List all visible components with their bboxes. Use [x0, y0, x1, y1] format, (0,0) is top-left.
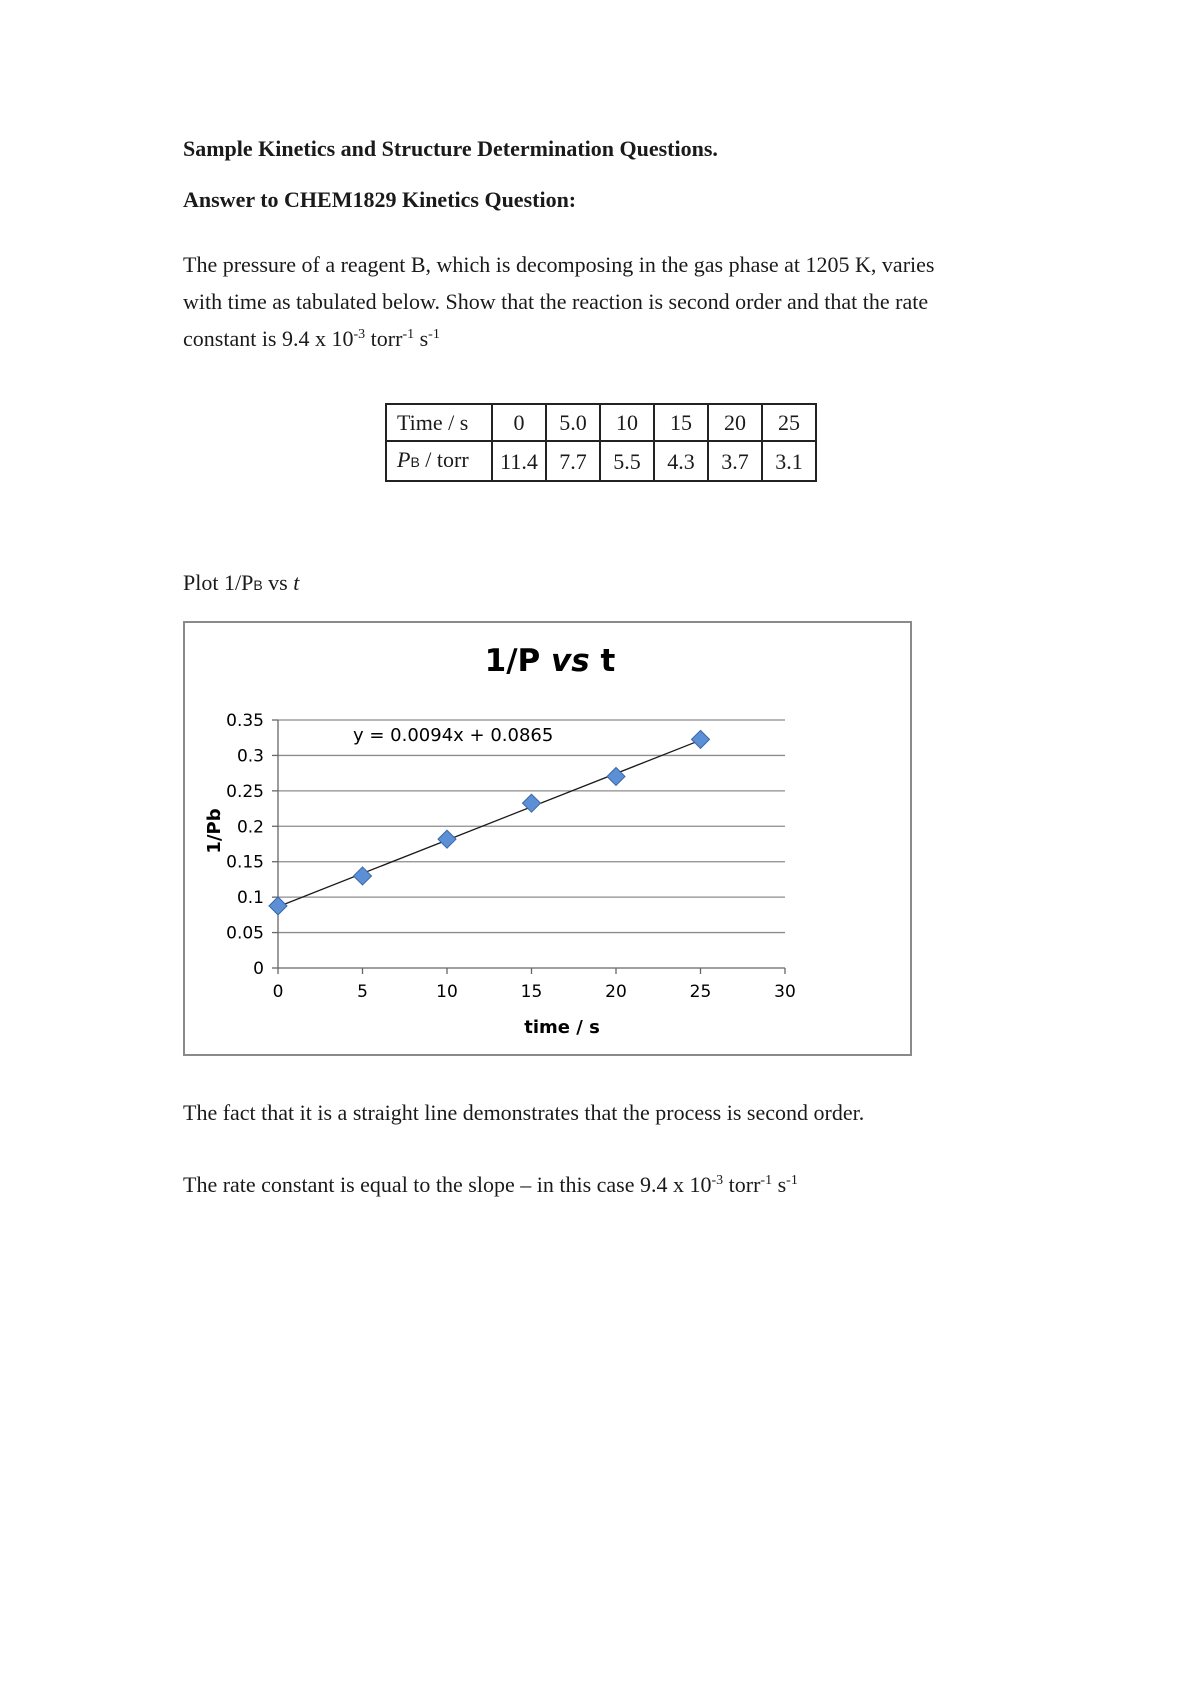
trendline: [278, 740, 701, 907]
data-point: [607, 767, 625, 785]
y-tick-label: 0.2: [236, 817, 264, 838]
plot-caption-variable: t: [293, 570, 300, 595]
pressure-subscript: B: [410, 454, 420, 470]
table-cell: 25: [762, 404, 816, 441]
table-cell: 5.5: [600, 441, 654, 481]
trendline-layer: [278, 740, 701, 907]
unit-torr: torr: [365, 326, 403, 351]
axes: [226, 711, 796, 1002]
chart-frame: [183, 621, 912, 1056]
y-tick-label: 0.3: [236, 746, 264, 767]
chart-title-italic: vs: [551, 643, 590, 679]
question-line-1: The pressure of a reagent B, which is decomposing in the gas phase at 1205 K, varies: [183, 252, 935, 277]
y-tick-label: 0.35: [226, 711, 264, 731]
question-line-2: with time as tabulated below. Show that the reaction is second order and that the rate: [183, 289, 929, 314]
x-axis-label: time / s: [524, 1017, 600, 1038]
x-tick-label: 5: [357, 982, 368, 1002]
data-point: [354, 867, 372, 885]
table-cell: 5.0: [546, 404, 600, 441]
table-row-time: [386, 404, 816, 441]
y-tick-label: 0.25: [226, 781, 264, 802]
question-line-3: [183, 320, 1043, 357]
y-tick-label: 0.15: [226, 852, 264, 873]
data-points: [269, 730, 710, 914]
conclusion-line-2-text: The rate constant is equal to the slope – in this case 9.4 x 10: [183, 1172, 712, 1197]
table-cell: 4.3: [654, 441, 708, 481]
table-cell: 0: [492, 404, 546, 441]
table-cell: 10: [600, 404, 654, 441]
table-cell: 3.7: [708, 441, 762, 481]
plot-caption-prefix: Plot 1/P: [183, 570, 254, 595]
conclusion-line-1: The fact that it is a straight line demonstrates that the process is second order.: [183, 1100, 865, 1125]
y-tick-label: 0.1: [236, 888, 264, 909]
exponent: -1: [760, 1173, 773, 1188]
table-cell: 20: [708, 404, 762, 441]
exponent: -1: [402, 327, 415, 342]
document-title: Sample Kinetics and Structure Determination Questions.: [183, 136, 718, 161]
data-point: [692, 730, 710, 748]
chart-title: [485, 643, 616, 679]
unit-s: s: [772, 1172, 787, 1197]
x-tick-label: 0: [272, 982, 284, 1002]
chart-title-plain: 1/P: [484, 643, 552, 679]
conclusion-line-2: [183, 1166, 1043, 1203]
y-axis-label: 1/Pb: [204, 808, 225, 854]
x-tick-label: 20: [605, 982, 627, 1002]
table-cell: 3.1: [762, 441, 816, 481]
data-point: [438, 830, 456, 848]
table-header-pressure: [386, 441, 492, 481]
x-tick-label: 15: [520, 982, 543, 1002]
plot-caption-subscript: B: [253, 577, 263, 593]
unit-s: s: [414, 326, 429, 351]
x-tick-label: 10: [436, 982, 458, 1002]
table-cell: 11.4: [492, 441, 546, 481]
x-tick-label: 30: [774, 982, 796, 1002]
table-header-time: Time / s: [386, 404, 492, 441]
gridlines: [278, 720, 785, 933]
question-paragraph: [183, 246, 1043, 357]
exponent: -3: [711, 1173, 724, 1188]
y-tick-label: 0: [253, 959, 264, 979]
document-subtitle: Answer to CHEM1829 Kinetics Question:: [183, 187, 577, 212]
table-cell: 15: [654, 404, 708, 441]
x-tick-label: 25: [689, 982, 712, 1002]
trendline-equation: y = 0.0094x + 0.0865: [353, 725, 554, 746]
question-line-3-text: constant is 9.4 x 10: [183, 326, 354, 351]
scatter-chart: [185, 623, 909, 1053]
plot-caption-middle: vs: [262, 570, 294, 595]
table-cell: 7.7: [546, 441, 600, 481]
pressure-symbol: P: [397, 447, 411, 472]
plot-caption: [183, 564, 1043, 604]
data-point: [269, 897, 287, 915]
pressure-unit: / torr: [419, 447, 469, 472]
exponent: -3: [353, 327, 366, 342]
pressure-time-table: [385, 403, 817, 482]
exponent: -1: [786, 1173, 798, 1188]
table-row-pressure: [386, 441, 816, 481]
exponent: -1: [428, 327, 440, 342]
y-tick-label: 0.05: [226, 923, 264, 944]
unit-torr: torr: [723, 1172, 761, 1197]
chart-title-end: t: [589, 643, 616, 679]
